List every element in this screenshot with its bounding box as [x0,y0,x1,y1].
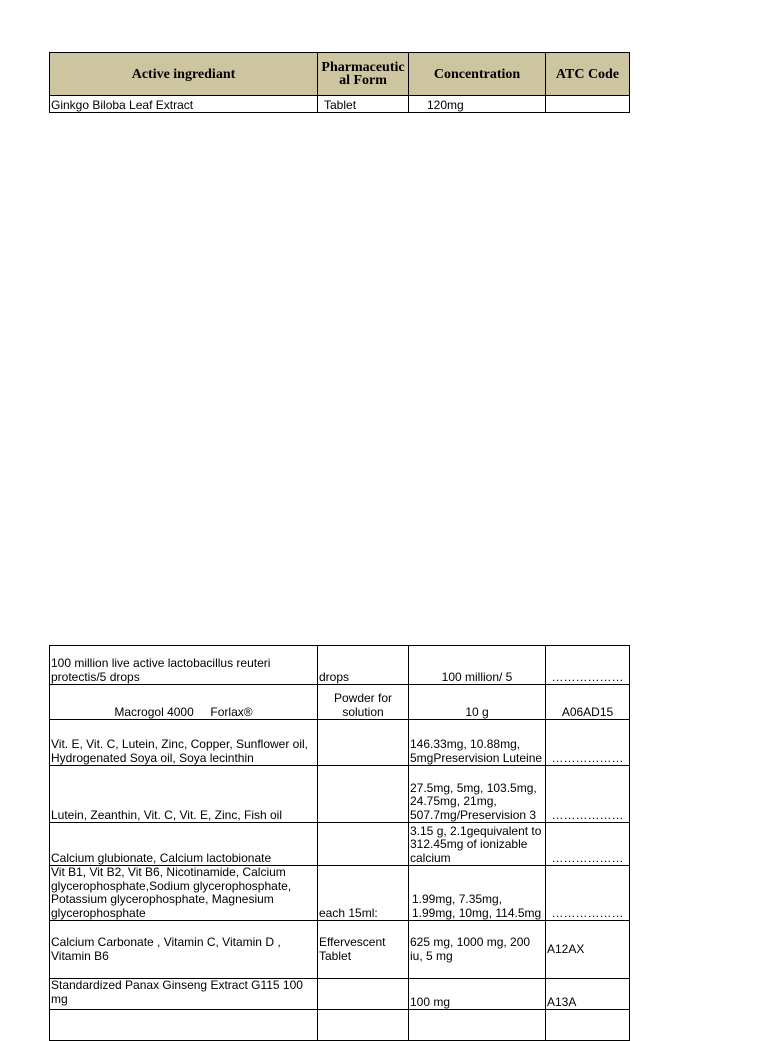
table-row [50,646,630,685]
cell-form: Powder for solution [318,685,409,720]
cell-ingredient: Standardized Panax Ginseng Extract G115 100 mg [50,979,318,1010]
cell-concentration [409,1010,546,1041]
cell-atc: ……………… [546,823,630,866]
cell-concentration: 10 g [409,685,546,720]
cell-concentration: 625 mg, 1000 mg, 200 iu, 5 mg [409,921,546,979]
cell-concentration: 100 million/ 5 [409,646,546,685]
cell-form [318,823,409,866]
table-row [50,720,630,766]
header-active-ingredient: Active ingrediant [50,53,318,96]
cell-ingredient: 100 million live active lactobacillus reuteri protectis/5 drops [50,646,318,685]
cell-form: drops [318,646,409,685]
cell-ingredient: Vit B1, Vit B2, Vit B6, Nicotinamide, Calcium glycerophosphate,Sodium glycerophosphate, Potassium glycerophosphate, Magnesium glycerophosphate [50,866,318,921]
cell-concentration: 3.15 g, 2.1gequivalent to 312.45mg of ionizable calcium [409,823,546,866]
cell-form [318,720,409,766]
table-row [50,766,630,823]
cell-atc: ……………… [546,866,630,921]
table-row [50,1010,630,1041]
cell-form: each 15ml: [318,866,409,921]
table-row [50,921,630,979]
table-row [50,979,630,1010]
table-row [50,866,630,921]
table-row [50,96,630,113]
cell-atc [546,1010,630,1041]
cell-concentration: 100 mg [409,979,546,1010]
cell-ingredient: Ginkgo Biloba Leaf Extract [50,96,318,113]
cell-concentration: 1.99mg, 7.35mg, 1.99mg, 10mg, 114.5mg [409,866,546,921]
cell-form [318,1010,409,1041]
ingredient-table-bottom [49,645,630,1041]
cell-atc: ……………… [546,720,630,766]
cell-ingredient: Lutein, Zeanthin, Vit. C, Vit. E, Zinc, Fish oil [50,766,318,823]
table-row [50,823,630,866]
cell-atc: A06AD15 [546,685,630,720]
cell-ingredient: Vit. E, Vit. C, Lutein, Zinc, Copper, Sunflower oil, Hydrogenated Soya oil, Soya lecinthin [50,720,318,766]
cell-form: Tablet [318,96,409,113]
cell-atc: ……………… [546,646,630,685]
cell-concentration: 146.33mg, 10.88mg, 5mgPreservision Luteine [409,720,546,766]
table-row [50,685,630,720]
cell-concentration: 120mg [409,96,546,113]
cell-atc: A13A [546,979,630,1010]
cell-ingredient: Macrogol 4000 Forlax® [50,685,318,720]
header-atc-code: ATC Code [546,53,630,96]
cell-form [318,979,409,1010]
cell-ingredient: Calcium Carbonate , Vitamin C, Vitamin D , Vitamin B6 [50,921,318,979]
cell-form [318,766,409,823]
header-row [50,53,630,96]
header-concentration: Concentration [409,53,546,96]
cell-atc: A12AX [546,921,630,979]
cell-atc [546,96,630,113]
header-pharmaceutical-form: Pharmaceutical Form [318,53,409,96]
cell-ingredient [50,1010,318,1041]
cell-form: Effervescent Tablet [318,921,409,979]
cell-atc: ……………… [546,766,630,823]
cell-concentration: 27.5mg, 5mg, 103.5mg, 24.75mg, 21mg, 507.7mg/Preservision 3 [409,766,546,823]
ingredient-table-top [49,52,630,113]
cell-ingredient: Calcium glubionate, Calcium lactobionate [50,823,318,866]
